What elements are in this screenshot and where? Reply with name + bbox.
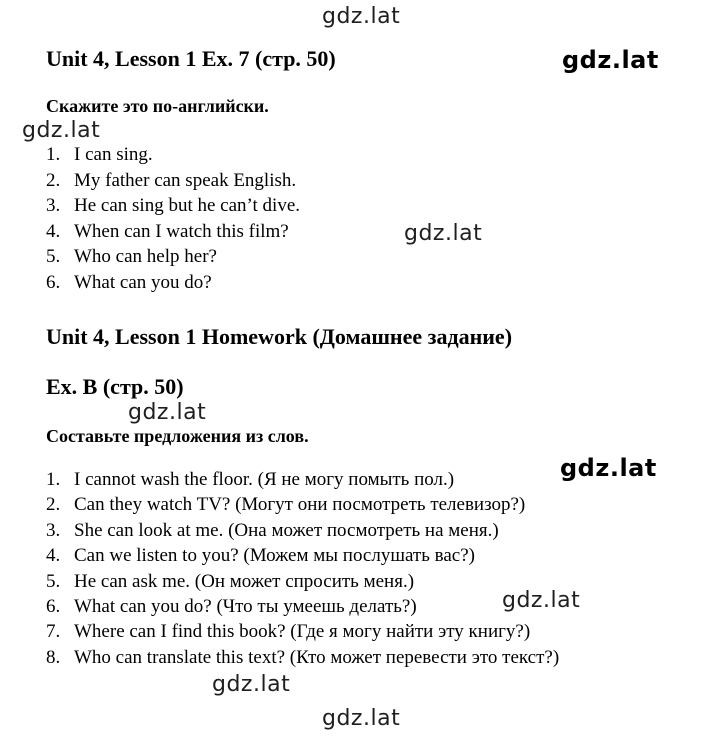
exb-heading: Ex. B (стр. 50): [46, 374, 184, 399]
list-item: [46, 569, 559, 594]
item-number: 8.: [46, 646, 61, 668]
item-text: When can I watch this film?: [74, 220, 289, 242]
watermark: gdz.lat: [22, 118, 101, 143]
item-number: 4.: [46, 545, 61, 567]
item-text: He can ask me. (Он может спросить меня.): [74, 570, 415, 592]
item-text: She can look at me. (Она может посмотреть на меня.): [74, 519, 499, 541]
item-text: Where can I find this book? (Где я могу найти эту книгу?): [74, 621, 531, 643]
watermark: gdz.lat: [562, 46, 659, 74]
ex7-instruction: Скажите это по-английски.: [46, 96, 269, 116]
list-item: [46, 168, 300, 194]
watermark: gdz.lat: [322, 4, 401, 29]
exb-instruction: Составьте предложения из слов.: [46, 426, 309, 446]
homework-heading: Unit 4, Lesson 1 Homework (Домашнее задание): [46, 324, 513, 349]
item-text: Who can help her?: [74, 246, 217, 267]
list-item: [46, 594, 559, 619]
item-number: 3.: [46, 195, 61, 216]
list-item: [46, 543, 559, 568]
watermark: gdz.lat: [128, 400, 207, 425]
item-number: 3.: [46, 519, 61, 541]
item-text: What can you do? (Что ты умеешь делать?): [74, 595, 417, 617]
item-number: 7.: [46, 621, 61, 643]
list-item: [46, 619, 559, 644]
item-number: 6.: [46, 271, 61, 293]
item-text: I cannot wash the floor. (Я не могу помыть пол.): [74, 469, 455, 490]
list-item: [46, 142, 300, 168]
item-text: He can sing but he can’t dive.: [74, 195, 300, 216]
item-text: Who can translate this text? (Кто может перевести это текст?): [74, 646, 560, 668]
item-number: 2.: [46, 169, 61, 191]
item-text: Can they watch TV? (Могут они посмотреть телевизор?): [74, 494, 526, 516]
item-number: 2.: [46, 494, 61, 516]
list-item: [46, 645, 559, 670]
ex7-heading: Unit 4, Lesson 1 Ex. 7 (стр. 50): [46, 46, 336, 71]
item-text: What can you do?: [74, 271, 212, 293]
watermark: gdz.lat: [404, 221, 483, 246]
item-number: 1.: [46, 469, 61, 490]
watermark: gdz.lat: [560, 454, 657, 482]
item-number: 5.: [46, 246, 61, 267]
item-number: 1.: [46, 144, 61, 165]
watermark: gdz.lat: [322, 706, 401, 731]
ex7-answer-list: [46, 142, 300, 295]
exb-answer-list: [46, 467, 559, 670]
list-item: [46, 492, 559, 517]
item-number: 5.: [46, 570, 61, 592]
list-item: [46, 193, 300, 219]
list-item: [46, 467, 559, 492]
item-number: 6.: [46, 595, 61, 617]
watermark: gdz.lat: [502, 588, 581, 613]
list-item: [46, 518, 559, 543]
list-item: [46, 244, 300, 270]
item-text: My father can speak English.: [74, 169, 297, 191]
list-item: [46, 219, 300, 245]
item-text: Can we listen to you? (Можем мы послушать вас?): [74, 545, 475, 567]
watermark: gdz.lat: [212, 672, 291, 697]
item-text: I can sing.: [74, 144, 153, 165]
list-item: [46, 270, 300, 296]
item-number: 4.: [46, 220, 61, 242]
